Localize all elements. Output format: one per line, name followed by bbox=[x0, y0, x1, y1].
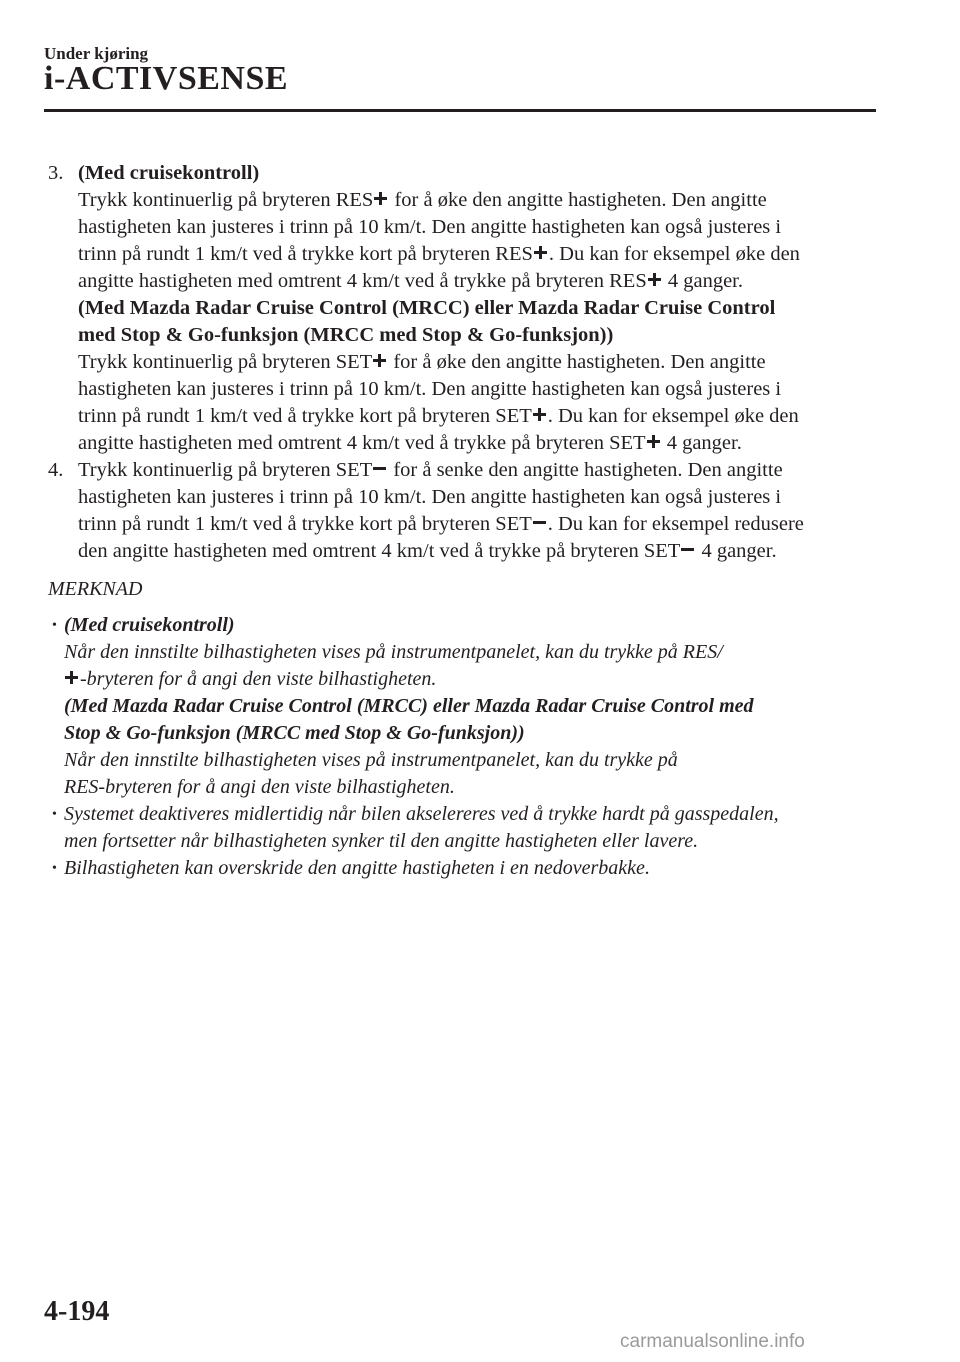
note-heading: (Med cruisekontroll) bbox=[64, 614, 235, 636]
plus-icon bbox=[647, 435, 660, 448]
step-text-line: Trykk kontinuerlig på bryteren SET for å senke den angitte hastigheten. Den angitte bbox=[78, 459, 783, 481]
step-text-line: hastigheten kan justeres i trinn på 10 km/t. Den angitte hastigheten kan også justeres i bbox=[78, 378, 782, 400]
note-text-line: men fortsetter når bilhastigheten synker til den angitte hastigheten eller lavere. bbox=[64, 830, 699, 852]
section-label: Under kjøring bbox=[44, 44, 149, 63]
note-item bbox=[48, 612, 888, 801]
minus-icon bbox=[533, 516, 546, 529]
note-text-line: RES-bryteren for å angi den viste bilhastigheten. bbox=[64, 776, 455, 798]
plus-icon bbox=[648, 273, 661, 286]
step-text-line: Trykk kontinuerlig på bryteren SET for å øke den angitte hastigheten. Den angitte bbox=[78, 351, 766, 373]
note-heading: (Med Mazda Radar Cruise Control (MRCC) eller Mazda Radar Cruise Control med bbox=[64, 695, 754, 717]
bullet-icon: • bbox=[52, 807, 57, 822]
step-text-line: hastigheten kan justeres i trinn på 10 km/t. Den angitte hastigheten kan også justeres i bbox=[78, 486, 782, 508]
note-item bbox=[48, 855, 888, 882]
note-heading: Stop & Go-funksjon (MRCC med Stop & Go-funksjon)) bbox=[64, 722, 525, 744]
step-heading: (Med Mazda Radar Cruise Control (MRCC) eller Mazda Radar Cruise Control bbox=[78, 297, 776, 319]
note-label: MERKNAD bbox=[48, 578, 143, 600]
step-number: 4. bbox=[48, 459, 64, 481]
note-text-line: Bilhastigheten kan overskride den angitte hastigheten i en nedoverbakke. bbox=[64, 857, 650, 879]
instruction-steps bbox=[48, 160, 888, 565]
plus-icon bbox=[533, 408, 546, 421]
step-3 bbox=[48, 160, 888, 457]
step-heading: med Stop & Go-funksjon (MRCC med Stop & Go-funksjon)) bbox=[78, 324, 614, 346]
bullet-icon: • bbox=[52, 618, 57, 633]
minus-icon bbox=[373, 462, 386, 475]
bullet-icon: • bbox=[52, 861, 57, 876]
note-text-line: -bryteren for å angi den viste bilhastigheten. bbox=[64, 666, 888, 693]
step-text-line: trinn på rundt 1 km/t ved å trykke kort på bryteren SET . Du kan for eksempel redusere bbox=[78, 513, 804, 535]
step-4 bbox=[48, 457, 888, 565]
step-number: 3. bbox=[48, 162, 64, 184]
header-divider bbox=[44, 109, 876, 112]
plus-icon bbox=[534, 246, 547, 259]
note-text-line: Når den innstilte bilhastigheten vises på instrumentpanelet, kan du trykke på bbox=[64, 749, 678, 771]
plus-icon bbox=[373, 354, 386, 367]
step-text-line: angitte hastigheten med omtrent 4 km/t ved å trykke på bryteren RES 4 ganger. bbox=[78, 270, 744, 292]
note-list bbox=[48, 612, 888, 882]
note-text-line: Systemet deaktiveres midlertidig når bilen akselereres ved å trykke hardt på gasspedalen, bbox=[64, 803, 779, 825]
step-heading: (Med cruisekontroll) bbox=[78, 162, 260, 184]
page-number: 4-194 bbox=[44, 1296, 110, 1327]
step-text-line: trinn på rundt 1 km/t ved å trykke kort på bryteren RES . Du kan for eksempel øke den bbox=[78, 243, 800, 265]
step-text-line: Trykk kontinuerlig på bryteren RES for å øke den angitte hastigheten. Den angitte bbox=[78, 189, 767, 211]
watermark-text: carmanualsonline.info bbox=[620, 1331, 805, 1352]
plus-icon bbox=[65, 671, 78, 684]
note-item bbox=[48, 801, 888, 855]
step-text-line: angitte hastigheten med omtrent 4 km/t ved å trykke på bryteren SET 4 ganger. bbox=[78, 432, 742, 454]
step-text-line: hastigheten kan justeres i trinn på 10 km/t. Den angitte hastigheten kan også justeres i bbox=[78, 216, 782, 238]
page-title: i-ACTIVSENSE bbox=[44, 60, 289, 97]
step-text-line: trinn på rundt 1 km/t ved å trykke kort på bryteren SET . Du kan for eksempel øke den bbox=[78, 405, 799, 427]
minus-icon bbox=[681, 543, 694, 556]
plus-icon bbox=[374, 192, 387, 205]
step-text-line: den angitte hastigheten med omtrent 4 km/t ved å trykke på bryteren SET 4 ganger. bbox=[78, 540, 777, 562]
note-text-line: Når den innstilte bilhastigheten vises på instrumentpanelet, kan du trykke på RES/ bbox=[64, 641, 723, 663]
